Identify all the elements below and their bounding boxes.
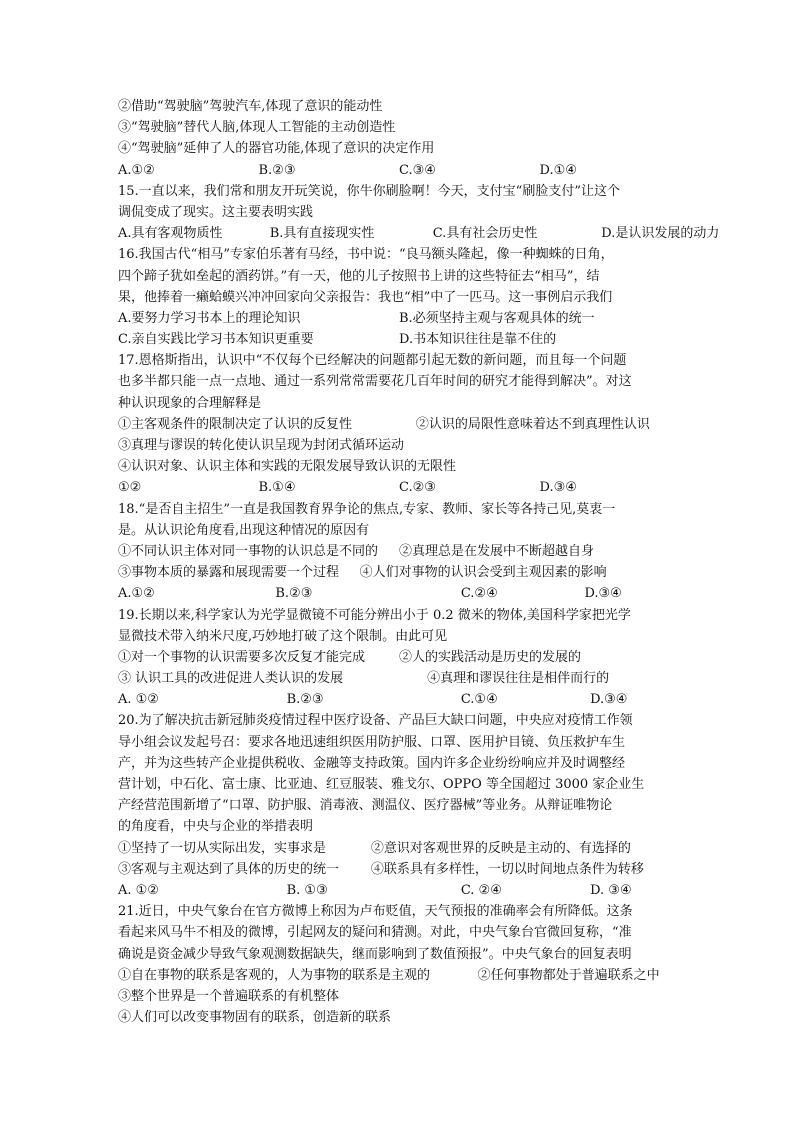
q18-choices (118, 583, 680, 604)
choice-d: D.是认识发展的动力 (601, 226, 720, 242)
choice-a: A.要努力学习书本上的理论知识 (118, 310, 301, 326)
q20-options-34 (118, 859, 680, 880)
choice-a: A.具有客观物质性 (118, 226, 223, 242)
q19-options-12 (118, 647, 680, 668)
choice-d: D.①④ (539, 162, 577, 178)
q20-stem-line: 导小组会议发起号召：要求各地迅速组织医用防护服、口罩、医用护目镜、负压救护车生 (118, 734, 626, 750)
q18-stem-line: 18.“是否自主招生”一直是我国教育界争论的焦点,专家、教师、家长等各持己见,莫衷一 (118, 501, 616, 517)
option-2: ②任何事物都处于普遍联系之中 (477, 967, 660, 983)
option-3: ③事物本质的暴露和展现需要一个过程 (118, 565, 340, 581)
choice-c: C. ②④ (460, 882, 502, 898)
q16-choices-ab (118, 308, 680, 329)
choice-b: B.②③ (275, 586, 313, 602)
q14-option-4: ④“驾驶脑”延伸了人的器官功能,体现了意识的决定作用 (118, 141, 435, 157)
choice-a: ①② (118, 480, 142, 496)
q17-stem-line: 也多半都只能一点一点地、通过一系列常常需要花几百年时间的研究才能得到解决”。对这 (118, 374, 632, 390)
q17-choices (118, 477, 680, 498)
q20-stem-line: 产经营范围新增了“口罩、防护服、消毒液、测温仪、医疗器械”等业务。从辩证唯物论 (118, 798, 613, 814)
option-3: ③ 认识工具的改进促进人类认识的发展 (118, 671, 344, 687)
q19-choices (118, 689, 680, 710)
q16-stem-line: 四个蹄子犹如垒起的酒药饼。”有一天，他的儿子按照书上讲的这些特征去“相马”，结 (118, 268, 600, 284)
q14-option-2: ②借助“驾驶脑”驾驶汽车,体现了意识的能动性 (118, 99, 383, 114)
option-1: ①不同认识主体对同一事物的认识总是不同的 (118, 543, 379, 559)
q20-choices (118, 880, 680, 901)
choice-a: A.①② (118, 586, 155, 602)
option-2: ②认识的局限性意味着达不到真理性认识 (415, 416, 650, 432)
q20-stem-line: 的角度看，中央与企业的举措表明 (118, 819, 314, 835)
q21-option-4: ④人们可以改变事物固有的联系，创造新的联系 (118, 1010, 392, 1026)
q20-stem-line: 20.为了解决抗击新冠肺炎疫情过程中医疗设备、产品巨大缺口问题，中央应对疫情工作领 (118, 713, 633, 729)
q17-stem-line: 种认识现象的合理解释是 (118, 395, 262, 411)
q18-options-34 (118, 562, 680, 583)
q19-stem-line: 19.长期以来,科学家认为光学显微镜不可能分辨出小于 0.2 微米的物体,美国科学家把光学 (118, 607, 631, 623)
q15-stem-line: 15.一直以来，我们常和朋友开玩笑说，你牛你刷脸啊！今天，支付宝“刷脸支付”让这个 (118, 183, 620, 199)
choice-b: B. ①③ (286, 882, 328, 898)
choice-b: B.必须坚持主观与客观具体的统一 (399, 310, 595, 326)
choice-d: D.书本知识往往是靠不住的 (399, 332, 557, 348)
choice-b: B.具有直接现实性 (269, 226, 375, 242)
q20-stem-line: 产，并为这些转产企业提供税收、金融等支持政策。国内许多企业纷纷响应并及时调整经 (118, 755, 626, 771)
choice-a: A. ①② (118, 882, 159, 898)
choice-b: B.①④ (258, 480, 296, 496)
option-2: ②意识对客观世界的反映是主动的、有选择的 (370, 840, 631, 856)
option-3: ③客观与主观达到了具体的历史的统一 (118, 861, 340, 877)
choice-c: C.①④ (460, 692, 498, 708)
option-2: ②人的实践活动是历史的发展的 (399, 649, 582, 665)
choice-b: B.②③ (286, 692, 324, 708)
choice-d: D.③④ (584, 586, 622, 602)
option-2: ②真理总是在发展中不断超越自身 (399, 543, 595, 559)
choice-c: C.③④ (399, 162, 436, 178)
q17-stem-line: 17.恩格斯指出，认识中“不仅每个已经解决的问题都引起无数的新问题，而且每一个问题 (118, 353, 627, 369)
q17-options-12 (118, 414, 680, 435)
q16-stem-line: 果，他捧着一癞蛤蟆兴冲冲回家向父亲报告：我也“相”中了一匹马。这一事例启示我们 (118, 289, 613, 305)
q21-stem-line: 确说是资金减少导致气象观测数据缺失，继而影响到了数值预报”。中央气象台的回复表明 (118, 946, 632, 962)
choice-c: C.具有社会历史性 (432, 226, 538, 242)
q15-choices (118, 223, 720, 244)
choice-d: D.③④ (539, 480, 577, 496)
q18-options-12 (118, 541, 680, 562)
choice-c: C.②③ (399, 480, 436, 496)
q20-options-12 (118, 838, 680, 859)
q19-options-34 (118, 668, 680, 689)
choice-b: B.②③ (258, 162, 296, 178)
q21-stem-line: 看起来风马牛不相及的微博，引起网友的疑问和猜测。对此，中央气象台官微回复称，“准 (118, 925, 632, 941)
option-4: ④真理和谬误往往是相伴而行的 (427, 671, 610, 687)
q16-stem-line: 16.我国古代“相马”专家伯乐著有马经，书中说：“良马额头隆起，像一种蜘蛛的日角， (118, 247, 614, 263)
q14-option-3: ③“驾驶脑”替代人脑,体现人工智能的主动创造性 (118, 120, 396, 136)
option-1: ①坚持了一切从实际出发，实事求是 (118, 840, 327, 856)
choice-a: A. ①② (118, 692, 159, 708)
choice-d: D. ③④ (590, 882, 632, 898)
option-1: ①对一个事物的认识需要多次反复才能完成 (118, 649, 366, 665)
q19-stem-line: 显微技术带入纳米尺度,巧妙地打破了这个限制。由此可见 (118, 628, 448, 644)
q14-choices (118, 160, 680, 181)
option-1: ①主客观条件的限制决定了认识的反复性 (118, 416, 353, 432)
q15-stem-line: 调侃变成了现实。这主要表明实践 (118, 204, 314, 220)
exam-page (118, 96, 720, 1028)
q18-stem-line: 是。从认识论角度看,出现这种情况的原因有 (118, 522, 370, 538)
q17-option-3: ③真理与谬误的转化使认识呈现为封闭式循环运动 (118, 438, 405, 453)
q17-option-4: ④认识对象、认识主体和实践的无限发展导致认识的无限性 (118, 459, 457, 475)
choice-c: C.②④ (460, 586, 498, 602)
q16-choices-cd (118, 329, 680, 350)
q21-option-3: ③整个世界是一个普遍联系的有机整体 (118, 988, 340, 1004)
choice-d: D.③④ (590, 692, 628, 708)
option-4: ④联系具有多样性，一切以时间地点条件为转移 (370, 861, 644, 877)
option-1: ①自在事物的联系是客观的，人为事物的联系是主观的 (118, 967, 431, 983)
q20-stem-line: 营计划，中石化、富士康、比亚迪、红豆服装、雅戈尔、OPPO 等全国超过 3000 家企业生 (118, 777, 645, 792)
choice-a: A.①② (118, 162, 155, 178)
q21-options-12 (118, 965, 680, 986)
choice-c: C.亲自实践比学习书本知识更重要 (118, 332, 314, 348)
q21-stem-line: 21.近日，中央气象台在官方微博上称因为卢布贬值，天气预报的准确率会有所降低。这条 (118, 904, 633, 920)
option-4: ④人们对事物的认识会受到主观因素的影响 (359, 565, 607, 581)
